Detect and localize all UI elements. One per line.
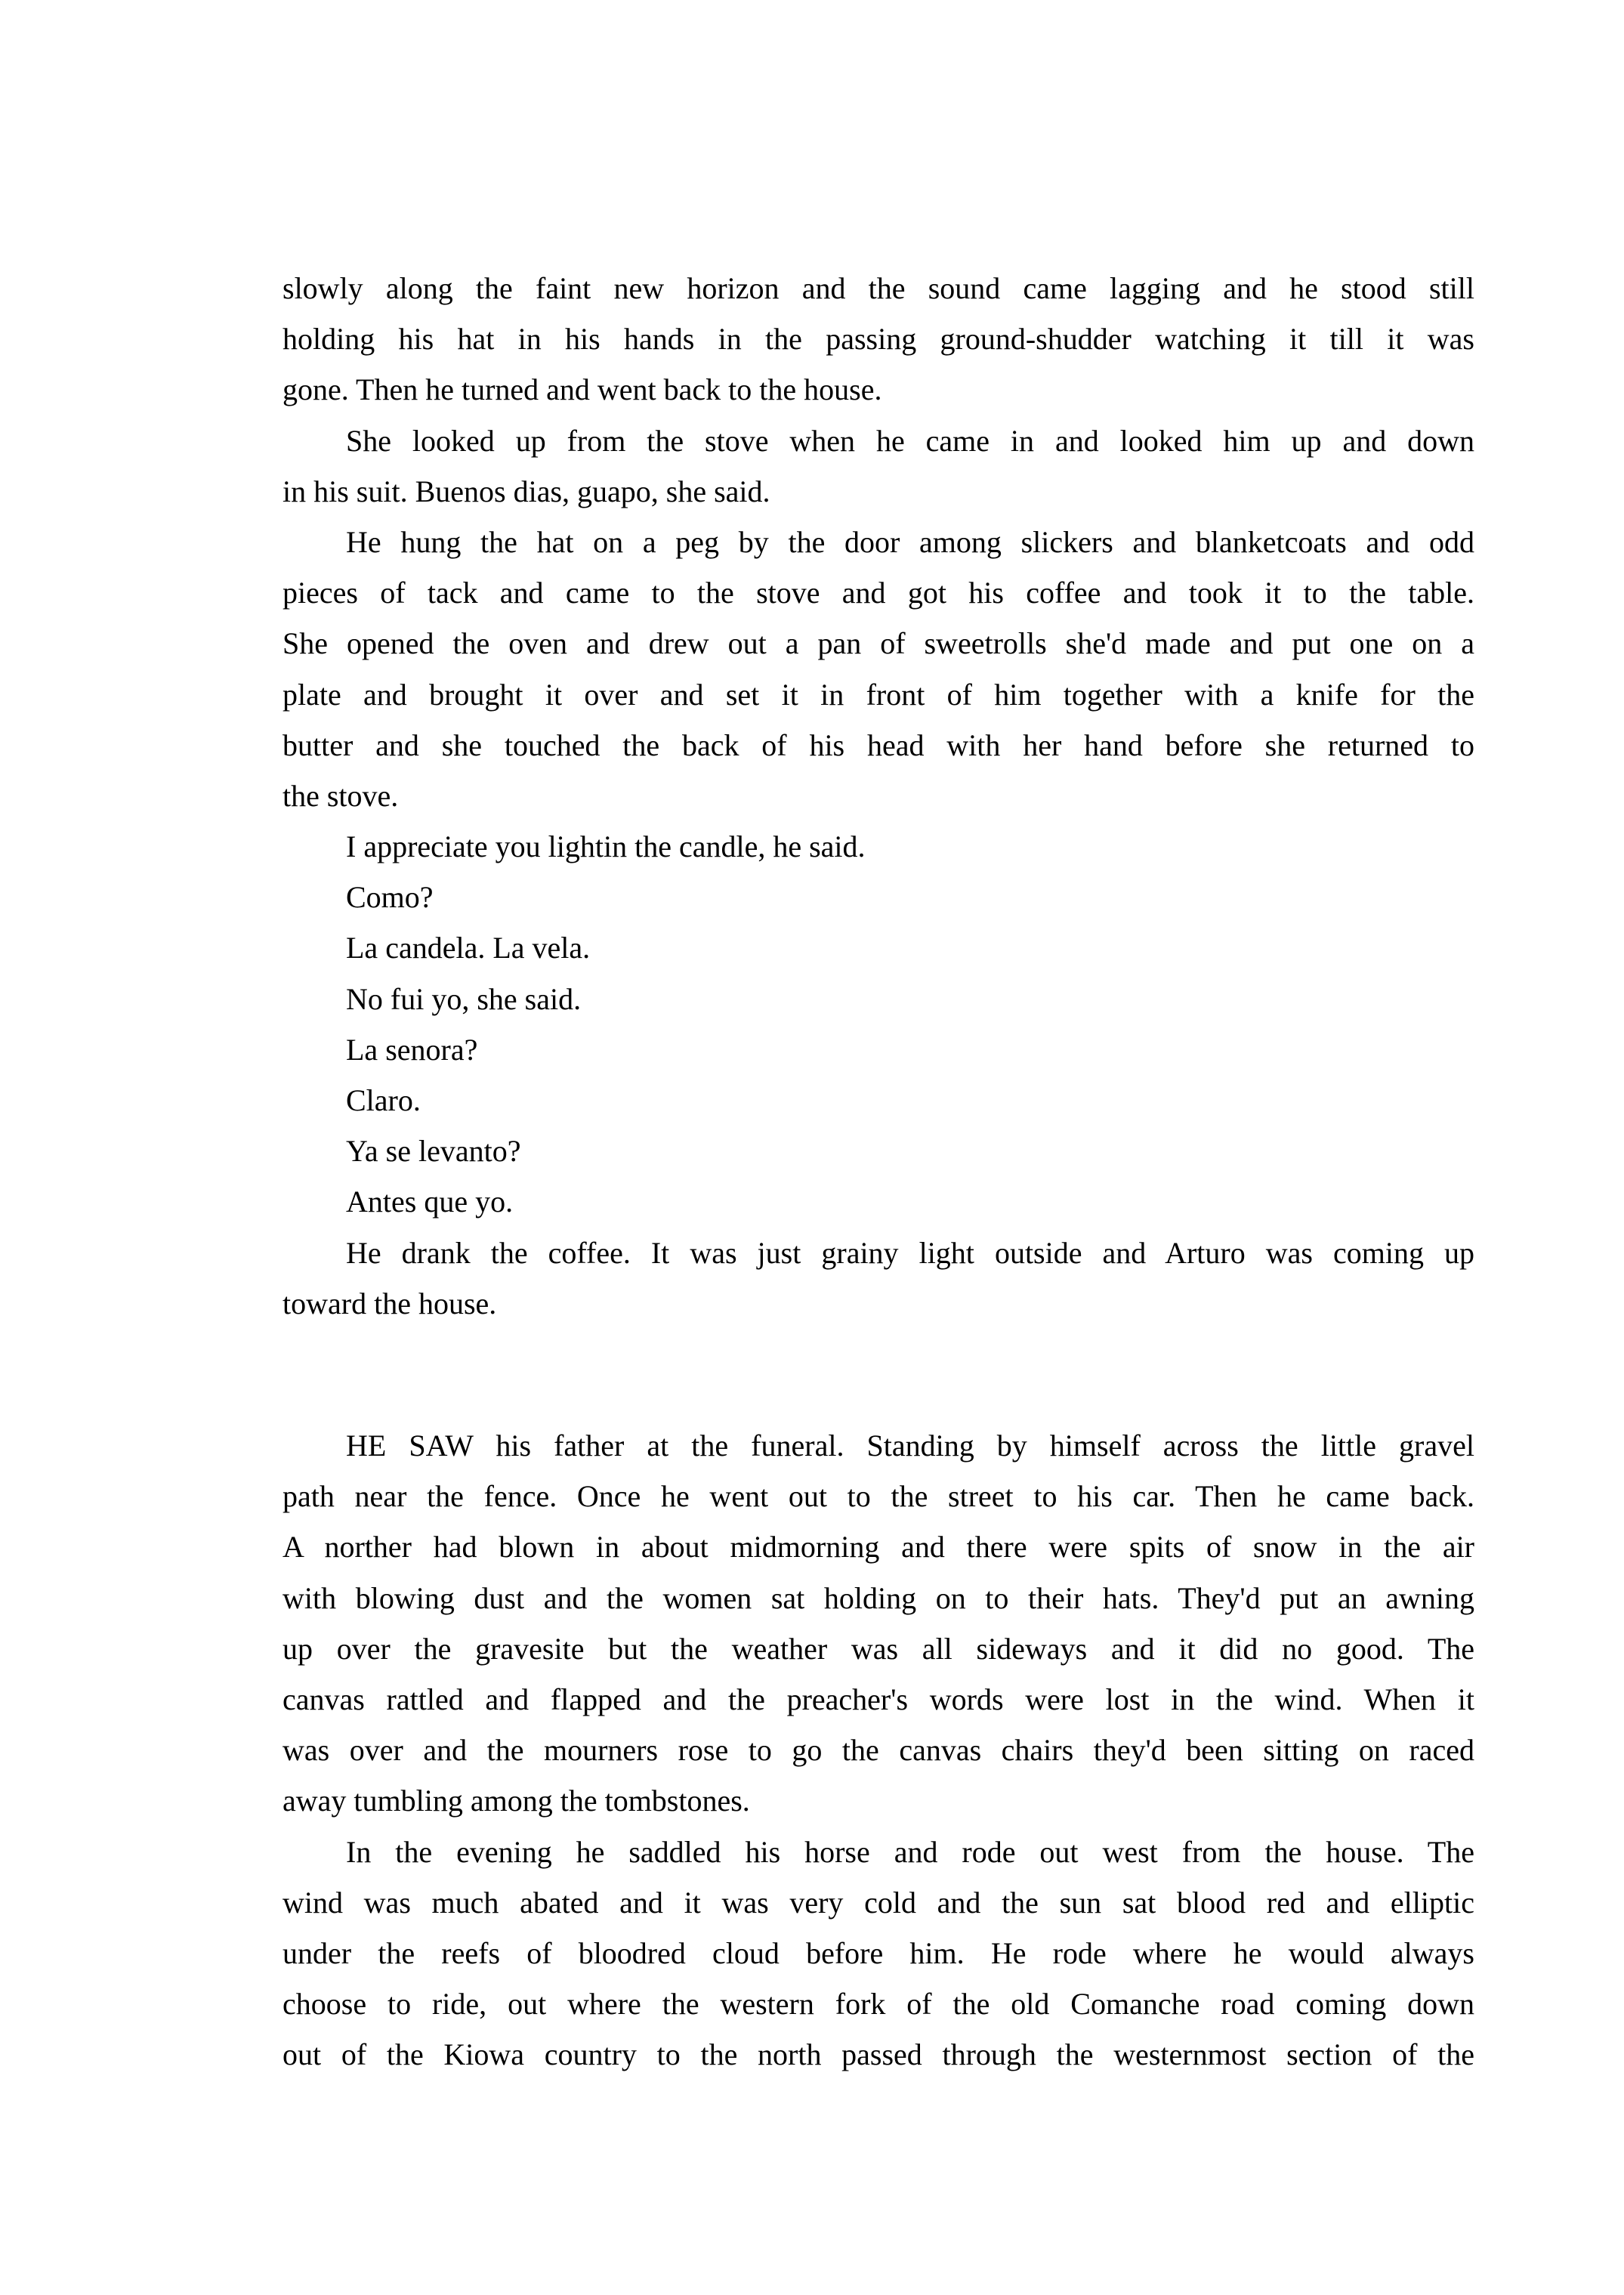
paragraph-first-line: He drank the coffee. It was just grainy light outside and Arturo was coming up <box>346 1235 1474 1270</box>
text-line: canvas rattled and flapped and the preacher's words were lost in the wind. When it <box>283 1682 1474 1716</box>
dialogue-line: La senora? <box>346 1032 478 1067</box>
text-line: plate and brought it over and set it in front of him together with a knife for the <box>283 677 1474 712</box>
text-line: pieces of tack and came to the stove and got his coffee and took it to the table. <box>283 576 1474 610</box>
dialogue-line: I appreciate you lightin the candle, he said. <box>346 829 866 864</box>
text-line: slowly along the faint new horizon and the sound came lagging and he stood still <box>283 271 1474 305</box>
text-line: in his suit. Buenos dias, guapo, she said. <box>283 474 770 508</box>
text-line: away tumbling among the tombstones. <box>283 1784 750 1818</box>
dialogue-line: La candela. La vela. <box>346 931 591 965</box>
paragraph-first-line: She looked up from the stove when he came in and looked him up and down <box>346 423 1474 458</box>
text-line: butter and she touched the back of his head with her hand before she returned to <box>283 727 1474 762</box>
text-line: the stove. <box>283 778 399 813</box>
text-line: up over the gravesite but the weather was all sideways and it did no good. The <box>283 1631 1474 1666</box>
text-section-1 <box>283 263 1474 1329</box>
dialogue-line: Claro. <box>346 1083 421 1117</box>
paragraph-first-line: He hung the hat on a peg by the door among slickers and blanketcoats and odd <box>346 524 1474 559</box>
text-line: toward the house. <box>283 1286 497 1320</box>
text-line: wind was much abated and it was very cold and the sun sat blood red and elliptic <box>283 1885 1474 1920</box>
paragraph-first-line: HE SAW his father at the funeral. Standing by himself across the little gravel <box>346 1429 1474 1463</box>
paragraph-first-line: In the evening he saddled his horse and rode out west from the house. The <box>346 1834 1474 1869</box>
text-line: choose to ride, out where the western fork of the old Comanche road coming down <box>283 1987 1474 2022</box>
text-line: out of the Kiowa country to the north passed through the westernmost section of the <box>283 2037 1474 2072</box>
text-line: under the reefs of bloodred cloud before him. He rode where he would always <box>283 1935 1474 1970</box>
text-line: She opened the oven and drew out a pan of sweetrolls she'd made and put one on a <box>283 626 1474 661</box>
text-section-2 <box>283 1420 1474 2080</box>
dialogue-line: Ya se levanto? <box>346 1134 521 1169</box>
text-line: A norther had blown in about midmorning and there were spits of snow in the air <box>283 1530 1474 1564</box>
dialogue-line: No fui yo, she said. <box>346 981 582 1016</box>
text-line: was over and the mourners rose to go the canvas chairs they'd been sitting on raced <box>283 1733 1474 1768</box>
text-line: path near the fence. Once he went out to the street to his car. Then he came back. <box>283 1479 1474 1514</box>
dialogue-line: Como? <box>346 880 434 915</box>
text-line: holding his hat in his hands in the passing ground-shudder watching it till it was <box>283 322 1474 357</box>
dialogue-line: Antes que yo. <box>346 1185 514 1219</box>
text-line: with blowing dust and the women sat holding on to their hats. They'd put an awning <box>283 1580 1474 1615</box>
text-line: gone. Then he turned and went back to the house. <box>283 372 882 407</box>
